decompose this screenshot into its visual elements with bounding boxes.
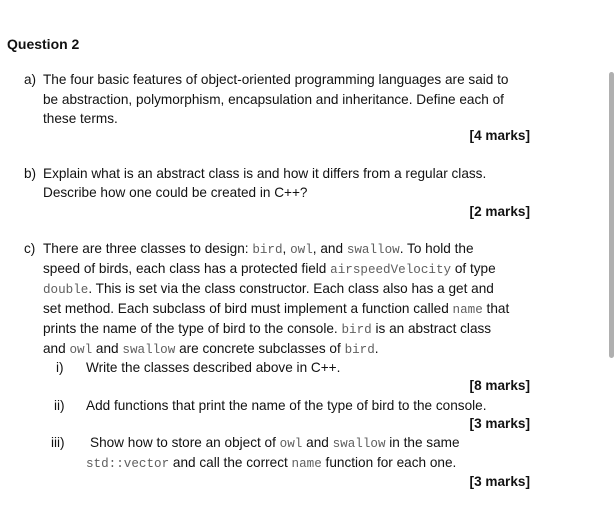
scrollbar-thumb[interactable] bbox=[609, 72, 614, 358]
text-run: are concrete subclasses of bbox=[175, 341, 345, 356]
sub-ii-label: ii) bbox=[54, 398, 65, 413]
inline-code: double bbox=[43, 283, 89, 297]
text-run: . This is set via the class constructor. Each class also has a get and bbox=[88, 281, 494, 296]
inline-code: swallow bbox=[346, 243, 400, 257]
inline-code: swallow bbox=[332, 437, 386, 451]
text-run: in the same bbox=[385, 435, 460, 450]
inline-code: std::vector bbox=[86, 457, 170, 471]
inline-code: airspeedVelocity bbox=[330, 263, 452, 277]
text-run: Show how to store an object of bbox=[90, 435, 280, 450]
text-run: that bbox=[482, 301, 510, 316]
inline-code: bird bbox=[341, 323, 372, 337]
inline-code: owl bbox=[290, 243, 313, 257]
sub-i-marks: [8 marks] bbox=[469, 378, 530, 393]
sub-ii-marks: [3 marks] bbox=[469, 416, 530, 431]
sub-iii-line-1 bbox=[90, 435, 460, 451]
part-c-line-3 bbox=[43, 281, 494, 297]
text-run: , and bbox=[312, 241, 347, 256]
text-run: . bbox=[374, 341, 379, 356]
inline-code: owl bbox=[279, 437, 303, 451]
question-title: Question 2 bbox=[7, 36, 80, 52]
part-c-line-5 bbox=[43, 321, 491, 337]
part-a-label: a) bbox=[24, 72, 37, 87]
part-b-marks: [2 marks] bbox=[469, 204, 530, 219]
part-b-line-1: Explain what is an abstract class is and how it differs from a regular class. bbox=[43, 166, 487, 181]
inline-code: bird bbox=[252, 243, 283, 257]
part-b-label: b) bbox=[24, 166, 37, 181]
text-run: set method. Each subclass of bird must implement a function called bbox=[43, 301, 453, 316]
part-b-line-2: Describe how one could be created in C++? bbox=[43, 185, 308, 200]
part-a-line-3: these terms. bbox=[43, 111, 118, 126]
text-run: and call the correct bbox=[169, 455, 292, 470]
text-run: is an abstract class bbox=[371, 321, 492, 336]
text-run: . To hold the bbox=[399, 241, 474, 256]
part-c-line-2 bbox=[43, 261, 496, 277]
part-c-line-4 bbox=[43, 301, 509, 317]
sub-iii-marks: [3 marks] bbox=[469, 474, 530, 489]
text-run: prints the name of the type of bird to the console. bbox=[43, 321, 342, 336]
text-run: and bbox=[43, 341, 70, 356]
part-c-line-1 bbox=[43, 241, 474, 257]
part-a-line-1: The four basic features of object-oriented programming languages are said to bbox=[43, 72, 509, 87]
text-run: , bbox=[282, 241, 291, 256]
inline-code: name bbox=[452, 303, 483, 317]
text-run: speed of birds, each class has a protected field bbox=[43, 261, 331, 276]
sub-iii-label: iii) bbox=[51, 435, 65, 450]
sub-ii-text: Add functions that print the name of the type of bird to the console. bbox=[86, 398, 487, 413]
inline-code: owl bbox=[69, 343, 93, 357]
sub-i-label: i) bbox=[56, 360, 64, 375]
text-run: and bbox=[92, 341, 123, 356]
sub-i-text: Write the classes described above in C++. bbox=[86, 360, 341, 375]
inline-code: bird bbox=[344, 343, 375, 357]
part-c-line-6 bbox=[43, 341, 379, 357]
text-run: function for each one. bbox=[321, 455, 457, 470]
part-c-label: c) bbox=[24, 241, 36, 256]
inline-code: name bbox=[291, 457, 322, 471]
inline-code: swallow bbox=[122, 343, 176, 357]
part-a-marks: [4 marks] bbox=[469, 128, 530, 143]
text-run: There are three classes to design: bbox=[43, 241, 253, 256]
vertical-scrollbar[interactable] bbox=[606, 0, 616, 515]
part-a-line-2: be abstraction, polymorphism, encapsulation and inheritance. Define each of bbox=[43, 92, 504, 107]
sub-iii-line-2 bbox=[86, 455, 456, 471]
text-run: of type bbox=[451, 261, 496, 276]
text-run: and bbox=[302, 435, 333, 450]
